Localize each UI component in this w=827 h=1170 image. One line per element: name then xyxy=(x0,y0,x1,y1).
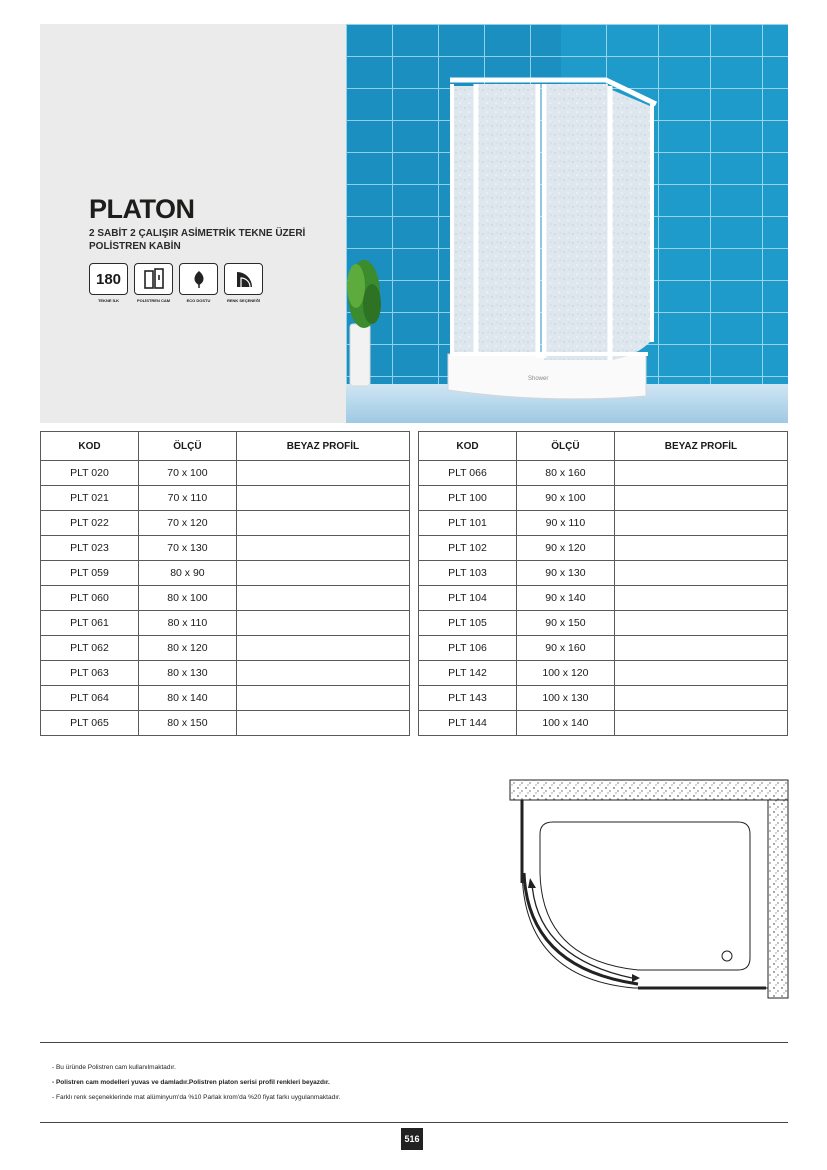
cell-code: PLT 101 xyxy=(419,511,517,536)
cabin-plan-diagram xyxy=(508,778,790,1000)
cell-code: PLT 144 xyxy=(419,711,517,736)
cell-white-profile xyxy=(614,461,787,486)
table-row xyxy=(419,586,788,611)
tray-180-badge: 180 xyxy=(89,263,128,295)
table-row xyxy=(419,686,788,711)
cell-size: 90 x 110 xyxy=(516,511,614,536)
table-row xyxy=(419,611,788,636)
note-2: - Polistren cam modelleri yuvas ve damladır.Polistren platon serisi profil renkleri beyazdır. xyxy=(52,1079,330,1086)
feature-polystyrene xyxy=(134,263,173,303)
col-header-white-profile: BEYAZ PROFİL xyxy=(236,432,409,461)
cell-code: PLT 104 xyxy=(419,586,517,611)
note-1: - Bu üründe Polistren cam kullanılmaktadır. xyxy=(52,1064,176,1071)
table-row xyxy=(419,711,788,736)
cell-code: PLT 063 xyxy=(41,661,139,686)
cell-white-profile xyxy=(614,486,787,511)
cell-code: PLT 100 xyxy=(419,486,517,511)
cell-code: PLT 105 xyxy=(419,611,517,636)
cell-size: 80 x 90 xyxy=(138,561,236,586)
cell-size: 100 x 120 xyxy=(516,661,614,686)
cell-code: PLT 102 xyxy=(419,536,517,561)
cell-code: PLT 064 xyxy=(41,686,139,711)
cell-white-profile xyxy=(236,686,409,711)
cell-white-profile xyxy=(614,636,787,661)
cell-size: 80 x 100 xyxy=(138,586,236,611)
footer-divider xyxy=(40,1122,788,1123)
cell-size: 100 x 130 xyxy=(516,686,614,711)
cell-white-profile xyxy=(614,511,787,536)
table-row xyxy=(41,711,410,736)
cell-size: 90 x 100 xyxy=(516,486,614,511)
cell-size: 90 x 140 xyxy=(516,586,614,611)
cell-code: PLT 021 xyxy=(41,486,139,511)
cell-code: PLT 060 xyxy=(41,586,139,611)
note-3: - Farklı renk seçeneklerinde mat alüminyum'da %10 Parlak krom'da %20 fiyat farkı uygulanmaktadır. xyxy=(52,1094,341,1101)
cell-code: PLT 142 xyxy=(419,661,517,686)
table-row xyxy=(41,486,410,511)
product-table-right xyxy=(418,431,788,736)
product-subtitle xyxy=(89,227,329,253)
cell-white-profile xyxy=(236,511,409,536)
cell-size: 90 x 120 xyxy=(516,536,614,561)
cell-size: 80 x 130 xyxy=(138,661,236,686)
notes-top-divider xyxy=(40,1042,788,1043)
table-row xyxy=(419,461,788,486)
cell-code: PLT 023 xyxy=(41,536,139,561)
subtitle-line-1: 2 SABİT 2 ÇALIŞIR ASİMETRİK TEKNE ÜZERİ xyxy=(89,228,306,239)
product-photo xyxy=(346,24,788,423)
col-header-white-profile: BEYAZ PROFİL xyxy=(614,432,787,461)
cell-white-profile xyxy=(236,711,409,736)
col-header-size: ÖLÇÜ xyxy=(516,432,614,461)
door-panel-icon xyxy=(134,263,173,295)
cell-white-profile xyxy=(236,536,409,561)
cell-size: 70 x 120 xyxy=(138,511,236,536)
feature-caption: POLİSTREN CAM xyxy=(136,298,171,303)
table-row xyxy=(41,536,410,561)
feature-tray-180 xyxy=(89,263,128,303)
cell-size: 90 x 130 xyxy=(516,561,614,586)
cell-white-profile xyxy=(614,561,787,586)
cell-size: 80 x 120 xyxy=(138,636,236,661)
table-row xyxy=(41,511,410,536)
feature-caption: TEKNE İLK xyxy=(97,298,120,303)
cell-size: 80 x 110 xyxy=(138,611,236,636)
cell-code: PLT 103 xyxy=(419,561,517,586)
cell-size: 80 x 140 xyxy=(138,686,236,711)
cell-code: PLT 065 xyxy=(41,711,139,736)
col-header-code: KOD xyxy=(419,432,517,461)
cell-white-profile xyxy=(614,686,787,711)
subtitle-line-2: POLİSTREN KABİN xyxy=(89,241,181,252)
feature-eco xyxy=(179,263,218,303)
feature-color xyxy=(224,263,263,303)
cell-size: 70 x 100 xyxy=(138,461,236,486)
cell-size: 80 x 150 xyxy=(138,711,236,736)
table-row xyxy=(419,486,788,511)
table-row xyxy=(41,586,410,611)
cell-size: 70 x 110 xyxy=(138,486,236,511)
table-row xyxy=(41,561,410,586)
cell-white-profile xyxy=(236,586,409,611)
tray-brand: Shower xyxy=(528,376,549,382)
feature-caption: RENK SEÇENEĞİ xyxy=(226,298,261,303)
table-row xyxy=(41,636,410,661)
cell-code: PLT 020 xyxy=(41,461,139,486)
table-row xyxy=(41,611,410,636)
cell-size: 80 x 160 xyxy=(516,461,614,486)
cell-size: 90 x 160 xyxy=(516,636,614,661)
table-header-row xyxy=(419,432,788,461)
table-row xyxy=(41,661,410,686)
cell-white-profile xyxy=(236,486,409,511)
cell-size: 70 x 130 xyxy=(138,536,236,561)
table-row xyxy=(419,511,788,536)
color-options-icon xyxy=(224,263,263,295)
cell-code: PLT 062 xyxy=(41,636,139,661)
table-row xyxy=(41,461,410,486)
table-header-row xyxy=(41,432,410,461)
table-row xyxy=(41,686,410,711)
cell-white-profile xyxy=(614,586,787,611)
cell-size: 100 x 140 xyxy=(516,711,614,736)
page-number: 516 xyxy=(401,1128,423,1150)
cell-code: PLT 022 xyxy=(41,511,139,536)
cell-white-profile xyxy=(614,611,787,636)
cell-code: PLT 061 xyxy=(41,611,139,636)
cell-white-profile xyxy=(614,711,787,736)
table-row xyxy=(419,661,788,686)
cell-code: PLT 143 xyxy=(419,686,517,711)
feature-icons xyxy=(89,263,263,303)
cell-white-profile xyxy=(236,561,409,586)
cell-code: PLT 059 xyxy=(41,561,139,586)
eco-leaf-icon xyxy=(179,263,218,295)
table-row xyxy=(419,561,788,586)
table-row xyxy=(419,536,788,561)
feature-caption: ECO DOSTU xyxy=(186,298,211,303)
cell-white-profile xyxy=(236,636,409,661)
cell-white-profile xyxy=(614,661,787,686)
product-table-left xyxy=(40,431,410,736)
cell-white-profile xyxy=(614,536,787,561)
notes xyxy=(52,1060,341,1105)
table-row xyxy=(419,636,788,661)
cell-code: PLT 066 xyxy=(419,461,517,486)
cell-white-profile xyxy=(236,461,409,486)
product-title: PLATON xyxy=(89,194,195,224)
cell-white-profile xyxy=(236,611,409,636)
col-header-code: KOD xyxy=(41,432,139,461)
cell-size: 90 x 150 xyxy=(516,611,614,636)
cell-white-profile xyxy=(236,661,409,686)
col-header-size: ÖLÇÜ xyxy=(138,432,236,461)
cell-code: PLT 106 xyxy=(419,636,517,661)
